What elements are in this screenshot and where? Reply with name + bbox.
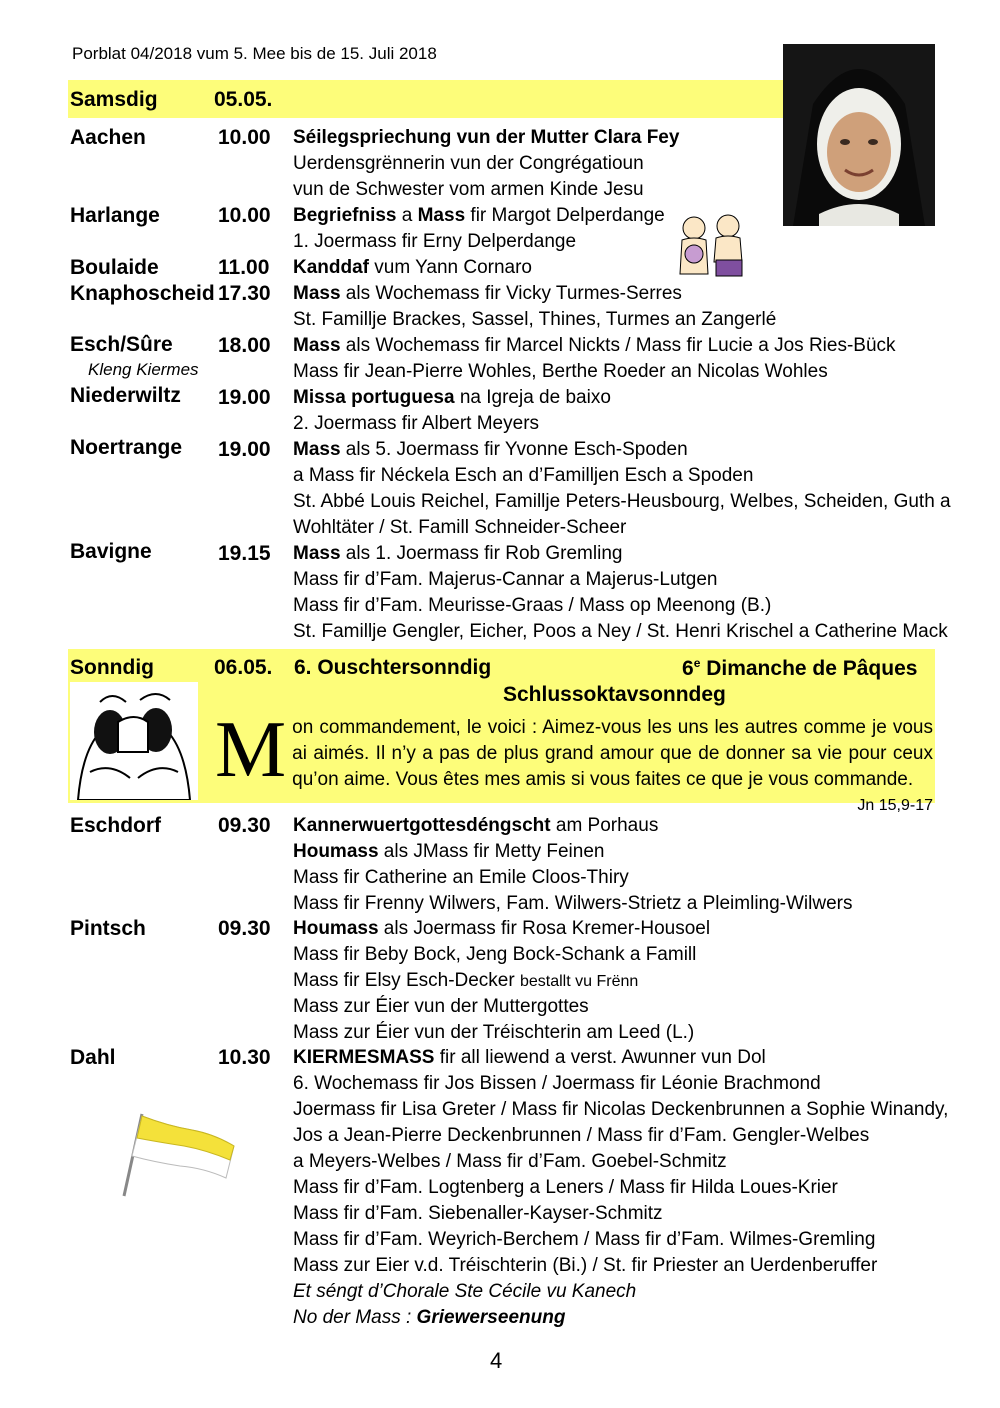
entry-line: Houmass als Joermass fir Rosa Kremer-Housoel (293, 918, 711, 939)
entry-line: Mass fir Beby Bock, Jeng Bock-Schank a Famill (293, 944, 697, 965)
place-name: Esch/Sûre (70, 333, 173, 356)
entry-line: Joermass fir Lisa Greter / Mass fir Nicolas Deckenbrunnen a Sophie Winandy, (293, 1099, 949, 1120)
disciples-clipart (70, 682, 198, 800)
mass-time: 18.00 (218, 334, 271, 357)
place-name: Boulaide (70, 256, 159, 279)
mass-time: 11.00 (218, 256, 270, 279)
saturday-band (68, 80, 783, 118)
entry-line: vun de Schwester vom armen Kinde Jesu (293, 179, 644, 200)
mass-time: 19.00 (218, 438, 271, 461)
entry-line: Kanddaf vum Yann Cornaro (293, 257, 532, 278)
mass-time: 19.00 (218, 386, 271, 409)
place-name: Noertrange (70, 436, 183, 459)
entry-line: Houmass als JMass fir Metty Feinen (293, 841, 605, 862)
mass-time: 10.00 (218, 204, 271, 227)
nun-portrait (783, 44, 935, 226)
entry-line: Wohltäter / St. Famill Schneider-Scheer (293, 517, 627, 538)
entry-line: Kannerwuertgottesdéngscht am Porhaus (293, 815, 659, 836)
entry-line: St. Famillje Gengler, Eicher, Poos a Ney / St. Henri Krischel a Catherine Mack (293, 621, 948, 642)
place-name: Aachen (70, 126, 146, 149)
entry-line: Mass zur Éier vun der Muttergottes (293, 996, 589, 1017)
entry-line: a Meyers-Welbes / Mass fir d’Fam. Goebel-Schmitz (293, 1151, 727, 1172)
entry-line: Mass fir Elsy Esch-Decker bestallt vu Frënn (293, 970, 639, 991)
entry-line: KIERMESMASS fir all liewend a verst. Awunner vun Dol (293, 1047, 766, 1068)
entry-line: Et séngt d’Chorale Ste Cécile vu Kanech (293, 1281, 637, 1302)
entry-line: 6. Wochemass fir Jos Bissen / Joermass fir Léonie Brachmond (293, 1073, 821, 1094)
day-name: Sonndig (70, 656, 154, 679)
place-name: Bavigne (70, 540, 152, 563)
entry-line: Séilegspriechung vun der Mutter Clara Fey (293, 127, 680, 148)
place-subtitle: Kleng Kiermes (88, 360, 199, 379)
entry-line: Missa portuguesa na Igreja de baixo (293, 387, 611, 408)
entry-line: Mass als 5. Joermass fir Yvonne Esch-Spoden (293, 439, 688, 460)
sunday-subtitle: Schlussoktavsonndeg (503, 683, 726, 706)
entry-line: Mass fir d’Fam. Logtenberg a Leners / Mass fir Hilda Loues-Krier (293, 1177, 838, 1198)
place-name: Dahl (70, 1046, 116, 1069)
sunday-title: 6. Ouschtersonndig (294, 656, 492, 679)
page-header: Porblat 04/2018 vum 5. Mee bis de 15. Juli 2018 (72, 44, 437, 63)
mass-time: 09.30 (218, 917, 271, 940)
day-name: Samsdig (70, 88, 158, 111)
entry-line: Mass zur Éier vun der Tréischterin am Leed (L.) (293, 1022, 695, 1043)
mass-time: 17.30 (218, 282, 271, 305)
sunday-title-fr: 6e Dimanche de Pâques (682, 656, 918, 680)
place-name: Niederwiltz (70, 384, 181, 407)
entry-line: Mass als Wochemass fir Marcel Nickts / Mass fir Lucie a Jos Ries-Bück (293, 335, 896, 356)
entry-line: Mass fir d’Fam. Majerus-Cannar a Majerus-Lutgen (293, 569, 718, 590)
entry-line: Mass fir Catherine an Emile Cloos-Thiry (293, 867, 629, 888)
entry-line: Mass fir d’Fam. Siebenaller-Kayser-Schmitz (293, 1203, 663, 1224)
entry-line: Mass fir d’Fam. Weyrich-Berchem / Mass fir d’Fam. Wilmes-Gremling (293, 1229, 876, 1250)
place-name: Knaphoscheid (70, 282, 215, 305)
entry-line: St. Famillje Brackes, Sassel, Thines, Turmes an Zangerlé (293, 309, 777, 330)
entry-line: a Mass fir Néckela Esch an d’Familljen Esch a Spoden (293, 465, 754, 486)
entry-line: Mass zur Eier v.d. Tréischterin (Bi.) / St. fir Priester an Uerdenberuffer (293, 1255, 878, 1276)
entry-line: 1. Joermass fir Erny Delperdange (293, 231, 577, 252)
gospel-text: on commandement, le voici : Aimez-vous les uns les autres comme je vous ai aimés. Il n’y a pas de plus grand amour que de donner sa vie pour ceux qu’on aime. Vous êtes mes amis si vous faites ce que je vous commande. (292, 717, 933, 790)
mass-time: 10.30 (218, 1046, 271, 1069)
entry-line: Uerdensgrënnerin vun der Congrégatioun (293, 153, 644, 174)
entry-line: Jos a Jean-Pierre Deckenbrunnen / Mass fir d’Fam. Gengler-Welbes (293, 1125, 870, 1146)
gospel-quote (213, 706, 933, 819)
entry-line: 2. Joermass fir Albert Meyers (293, 413, 540, 434)
mass-time: 19.15 (218, 542, 271, 565)
entry-line: No der Mass : Griewerseenung (293, 1307, 566, 1328)
entry-line: Mass als Wochemass fir Vicky Turmes-Serres (293, 283, 682, 304)
couple-clipart (672, 212, 752, 278)
drop-cap: M (215, 706, 287, 794)
day-date: 06.05. (214, 656, 273, 679)
page-number: 4 (490, 1348, 503, 1373)
gospel-reference: Jn 15,9-17 (857, 797, 933, 814)
place-name: Eschdorf (70, 814, 162, 837)
entry-line: Begriefniss a Mass fir Margot Delperdange (293, 205, 665, 226)
entry-line: Mass fir Jean-Pierre Wohles, Berthe Roeder an Nicolas Wohles (293, 361, 828, 382)
entry-line: Mass fir Frenny Wilwers, Fam. Wilwers-Strietz a Pleimling-Wilwers (293, 893, 853, 914)
day-date: 05.05. (214, 88, 273, 111)
mass-time: 09.30 (218, 814, 271, 837)
place-name: Harlange (70, 204, 160, 227)
entry-line: Mass fir d’Fam. Meurisse-Graas / Mass op Meenong (B.) (293, 595, 772, 616)
entry-line: St. Abbé Louis Reichel, Famillje Peters-Heusbourg, Welbes, Scheiden, Guth a (293, 491, 951, 512)
place-name: Pintsch (70, 917, 146, 940)
papal-flag-icon (118, 1110, 238, 1200)
entry-line: Mass als 1. Joermass fir Rob Gremling (293, 543, 623, 564)
mass-time: 10.00 (218, 126, 271, 149)
